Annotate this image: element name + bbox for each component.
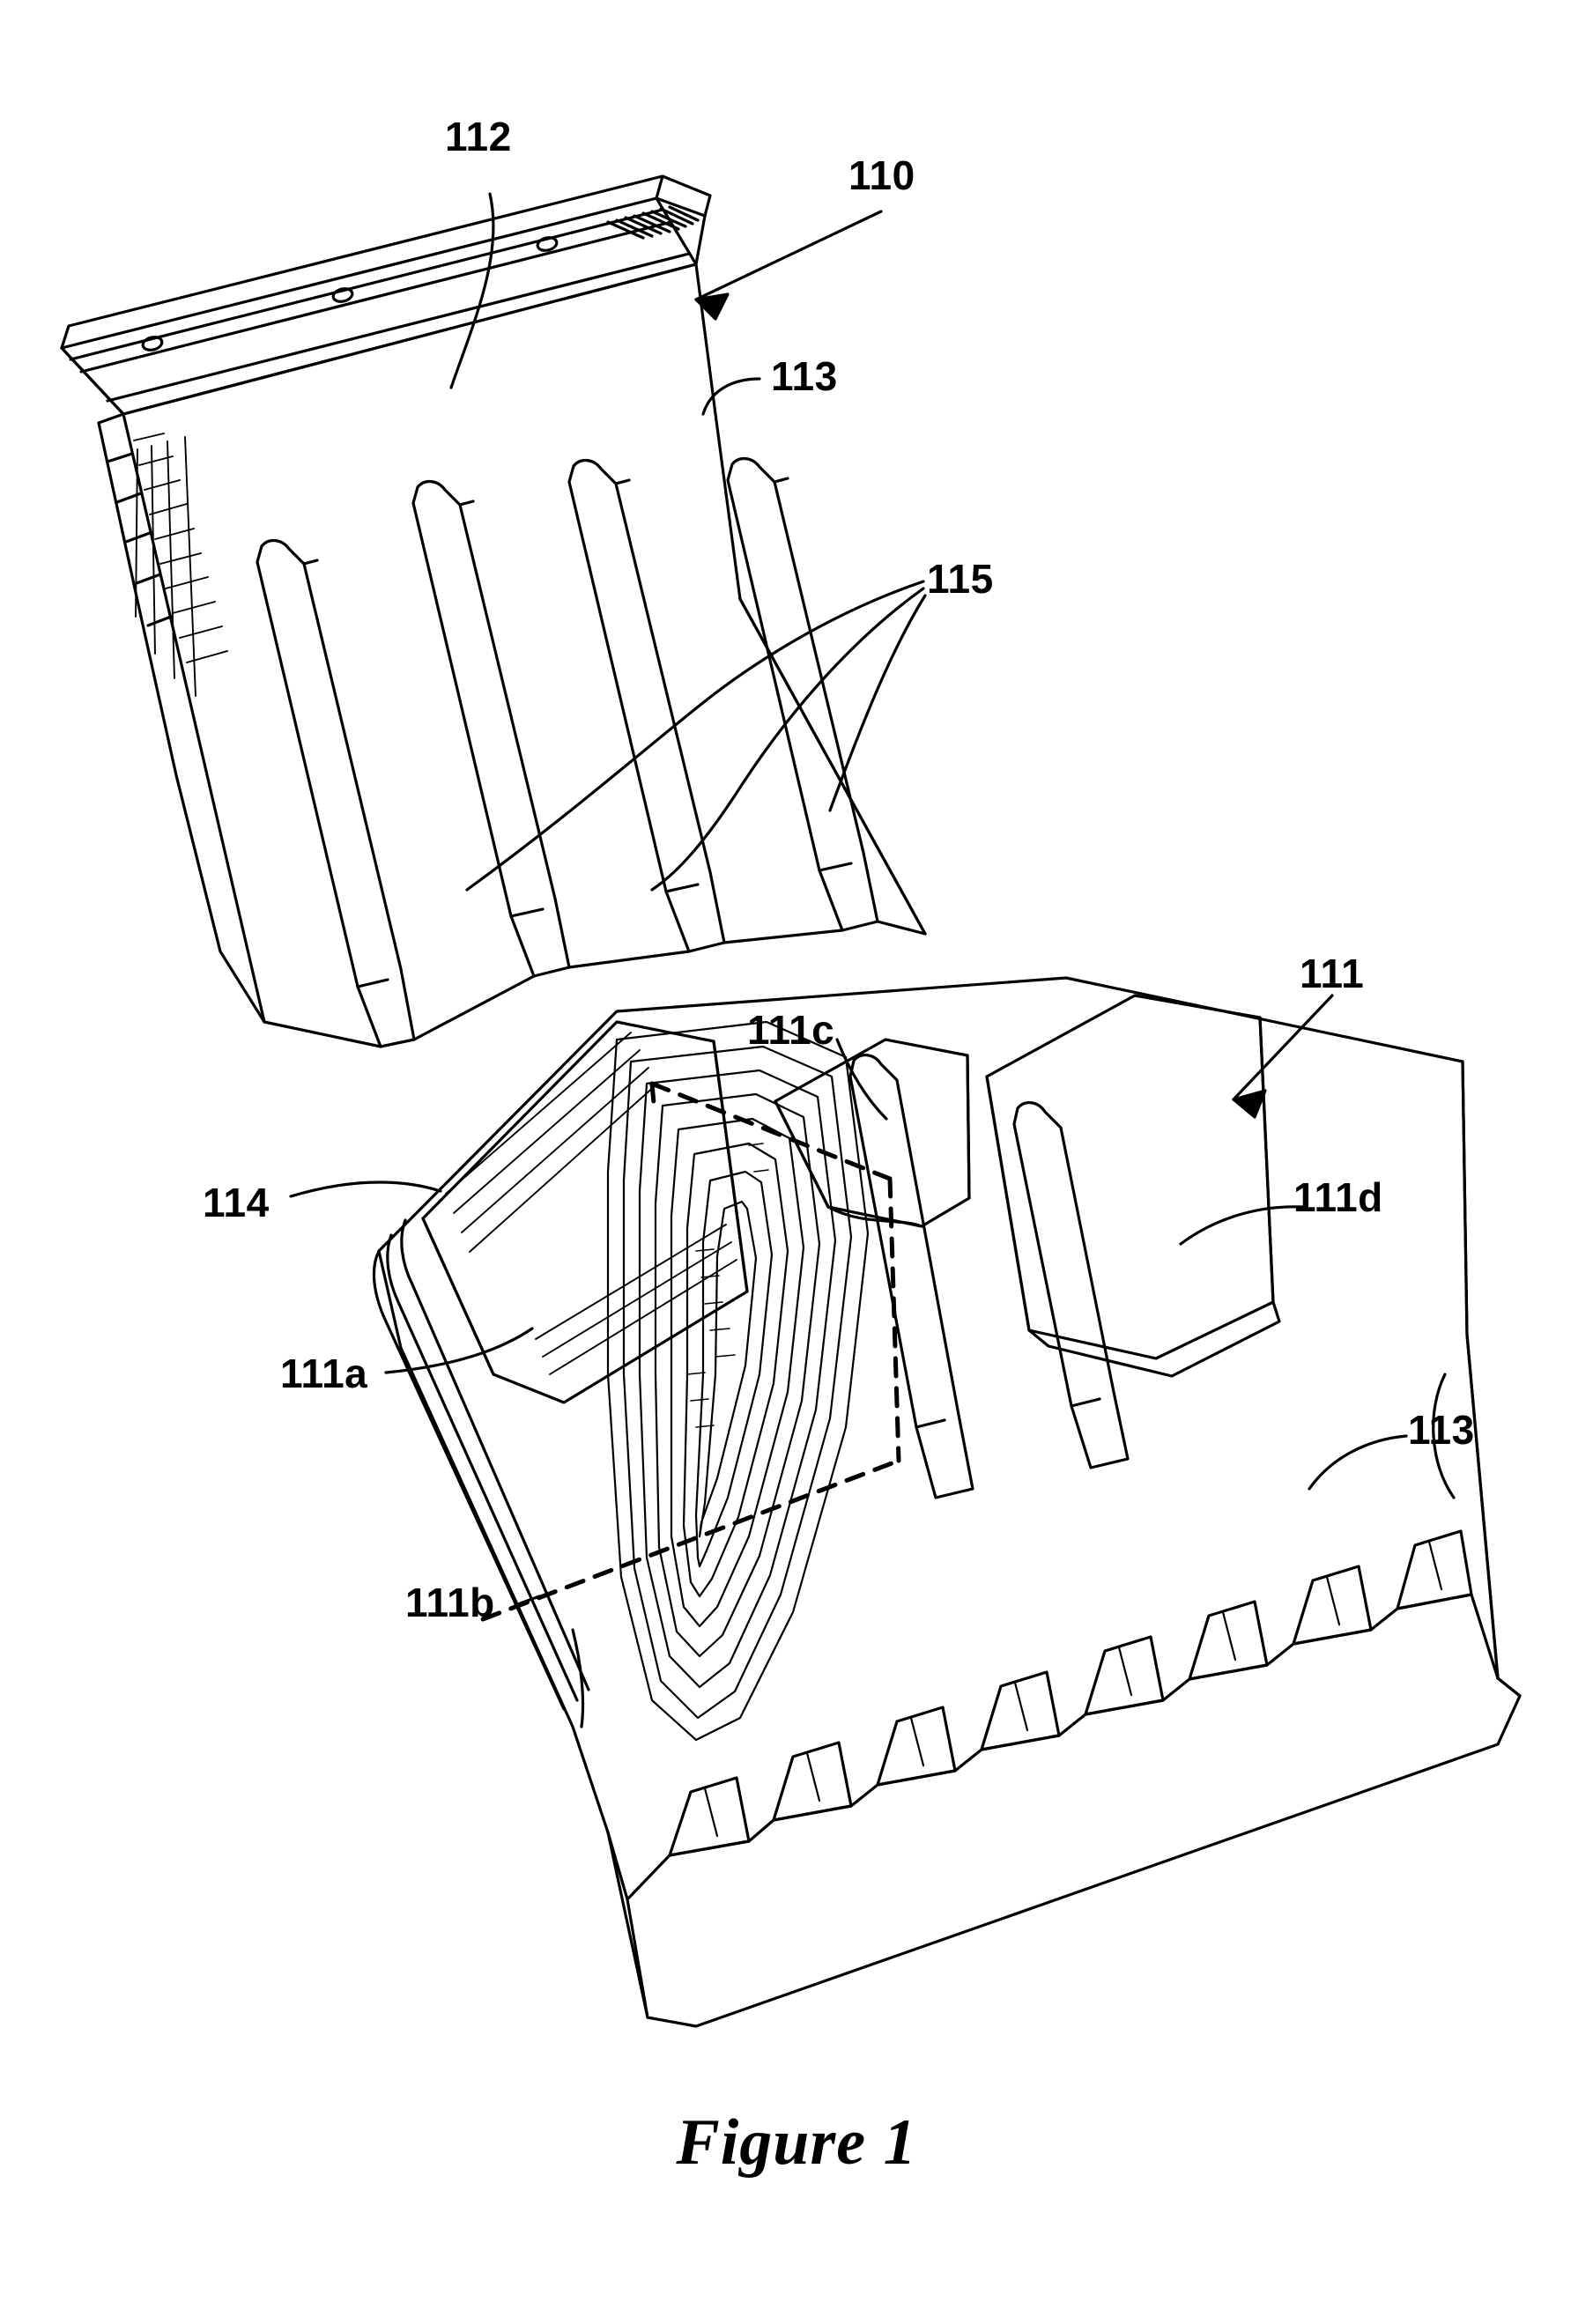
ref-label-111c: 111c <box>747 1007 835 1053</box>
leader-lines <box>291 194 1406 1727</box>
ref-label-114: 114 <box>203 1180 270 1225</box>
ref-label-113-bottom: 113 <box>1408 1407 1475 1453</box>
lower-plate-111 <box>374 978 1520 2026</box>
ref-label-111a: 111a <box>280 1351 368 1396</box>
ref-label-110: 110 <box>848 152 915 198</box>
ref-label-115: 115 <box>927 556 994 602</box>
ref-label-111b: 111b <box>405 1580 495 1625</box>
upper-plate-112 <box>62 176 925 1047</box>
figure-caption: Figure 1 <box>676 2106 917 2179</box>
ref-label-111: 111 <box>1300 951 1365 996</box>
ref-label-112: 112 <box>445 114 512 159</box>
ref-label-113-top: 113 <box>771 353 838 399</box>
ref-label-111d: 111d <box>1293 1174 1383 1220</box>
